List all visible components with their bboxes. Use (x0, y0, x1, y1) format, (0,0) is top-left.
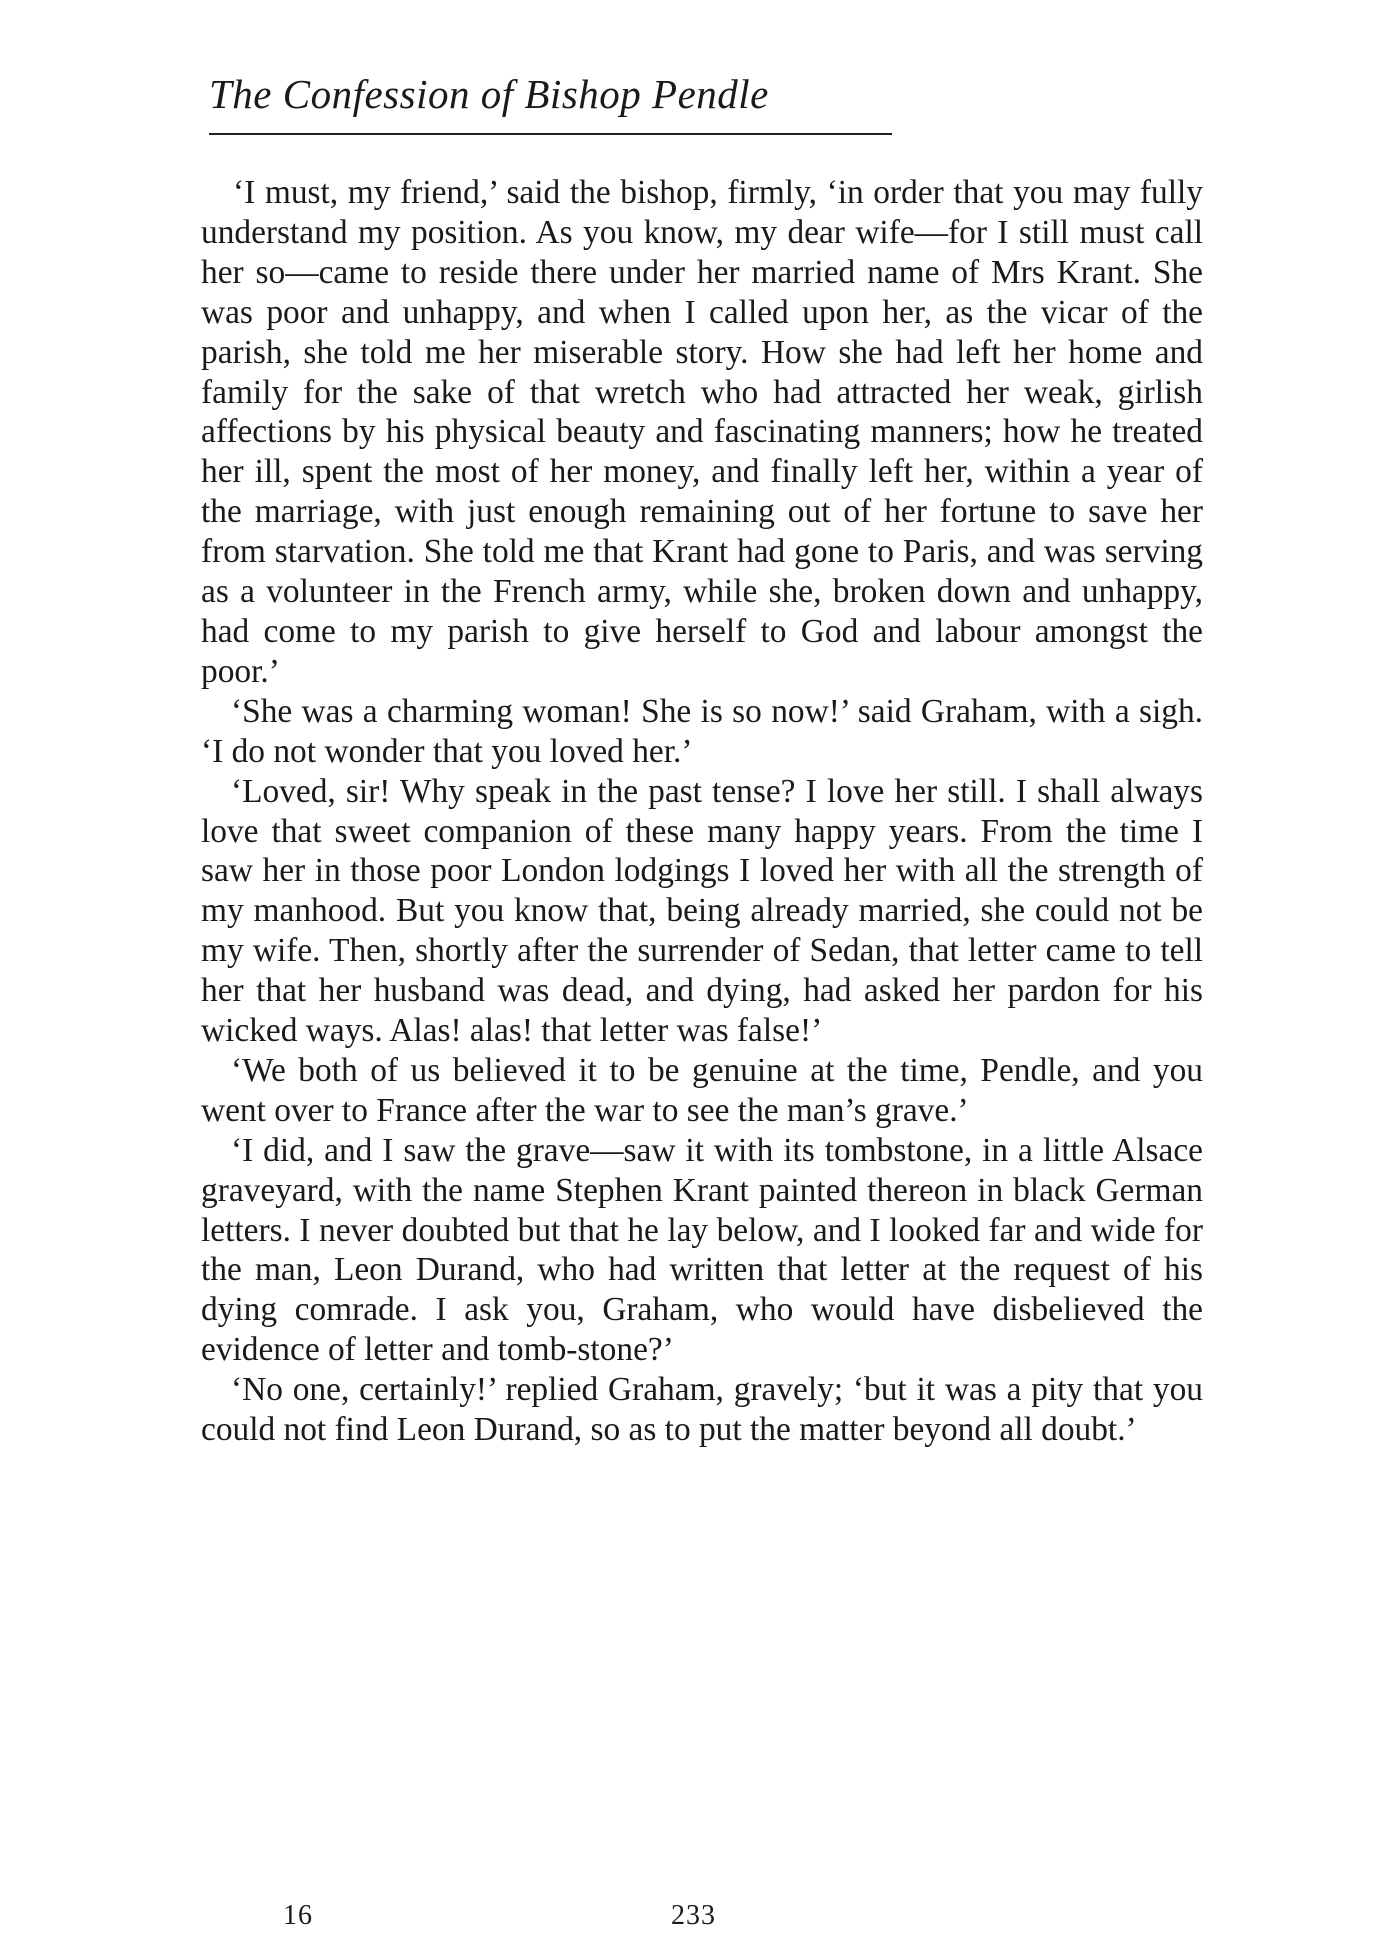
page-footer (0, 1900, 1381, 1940)
paragraph: ‘She was a charming woman! She is so now!’ said Graham, with a sigh. ‘I do not wonder that you loved her.’ (201, 692, 1203, 770)
body-text (201, 173, 1203, 1450)
header-rule (209, 133, 892, 135)
paragraph: ‘I must, my friend,’ said the bishop, firmly, ‘in order that you may fully understand my position. As you know, my dear wife—for I still must call her so—came to reside there under her married name of Mrs Krant. She was poor and unhappy, and when I called upon her, as the vicar of the parish, she told me her miserable story. How she had left her home and family for the sake of that wretch who had attracted her weak, girlish affections by his physical beauty and fascinating manners; how he treated her ill, spent the most of her money, and finally left her, within a year of the marriage, with just enough remaining out of her fortune to save her from starvation. She told me that Krant had gone to Paris, and was serving as a volunteer in the French army, while she, broken down and unhappy, had come to my parish to give herself to God and labour amongst the poor.’ (201, 174, 1203, 690)
paragraph: ‘Loved, sir! Why speak in the past tense? I love her still. I shall always love that sweet companion of these many happy years. From the time I saw her in those poor London lodgings I loved her with all the strength of my manhood. But you know that, being already married, she could not be my wife. Then, shortly after the surrender of Sedan, that letter came to tell her that her husband was dead, and dying, had asked her pardon for his wicked ways. Alas! alas! that letter was false!’ (201, 772, 1203, 1050)
paragraph: ‘No one, certainly!’ replied Graham, gravely; ‘but it was a pity that you could not find Leon Durand, so as to put the matter beyond all doubt.’ (201, 1371, 1203, 1449)
page-number: 233 (671, 1900, 716, 1931)
paragraph: ‘I did, and I saw the grave—saw it with its tombstone, in a little Alsace graveyard, with the name Stephen Krant painted thereon in black German letters. I never doubted but that he lay below, and I looked far and wide for the man, Leon Durand, who had written that letter at the request of his dying comrade. I ask you, Graham, who would have disbelieved the evidence of letter and tomb-stone?’ (201, 1131, 1203, 1369)
running-title: The Confession of Bishop Pendle (209, 71, 769, 117)
paragraph: ‘We both of us believed it to be genuine at the time, Pendle, and you went over to France after the war to see the man’s grave.’ (201, 1051, 1203, 1129)
signature-mark: 16 (283, 1900, 313, 1931)
